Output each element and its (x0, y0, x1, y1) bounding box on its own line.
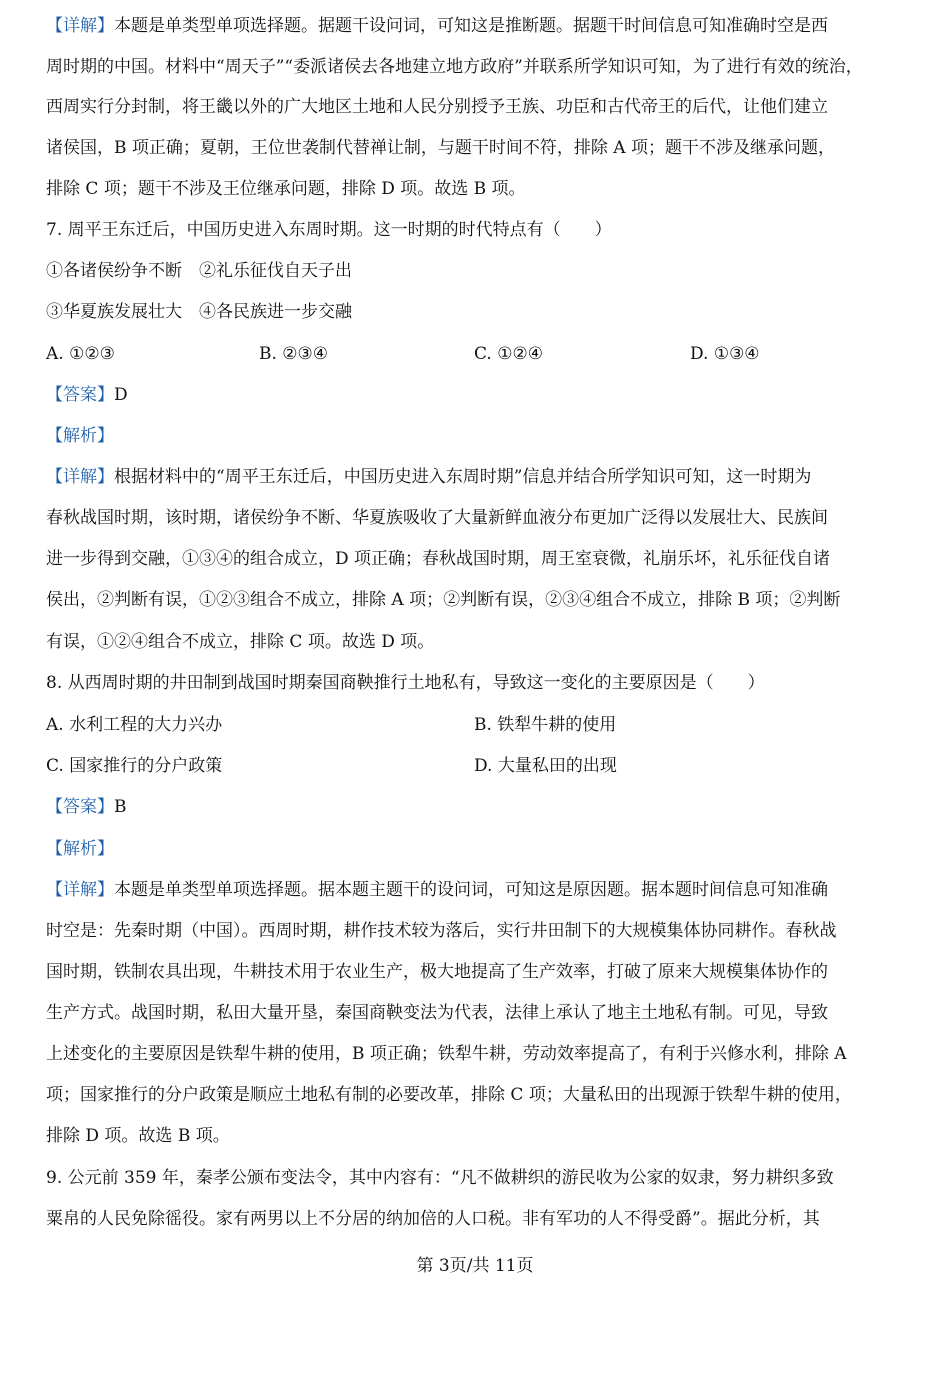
q8-detail-line-3: 国时期，铁制农具出现，牛耕技术用于农业生产，极大地提高了生产效率，打破了原来大规模集体协作的 (46, 962, 828, 982)
detail-tag: 【详解】 (46, 880, 114, 900)
q8-option-c: C. 国家推行的分户政策 (46, 756, 223, 776)
q8-detail-line-4: 生产方式。战国时期，私田大量开垦，秦国商鞅变法为代表，法律上承认了地主土地私有制。可见，导致 (46, 1003, 828, 1023)
q8-detail-line-2: 时空是：先秦时期（中国）。西周时期，耕作技术较为落后，实行井田制下的大规模集体协同耕作。春秋战 (46, 921, 837, 941)
q7-detail-line-4: 侯出，②判断有误，①②③组合不成立，排除 A 项；②判断有误，②③④组合不成立，排除 B 项；②判断 (46, 590, 841, 610)
answer-tag: 【答案】 (46, 385, 114, 405)
q6-detail-line-5: 排除 C 项；题干不涉及王位继承问题，排除 D 项。故选 B 项。 (46, 179, 526, 199)
q8-answer (46, 795, 906, 819)
q7-option-d: D. ①③④ (690, 344, 760, 364)
q6-detail-line-1: 【详解】本题是单类型单项选择题。据题干设问词，可知这是推断题。据题干时间信息可知准确时空是西 (46, 16, 828, 36)
q8-detail-line-5: 上述变化的主要原因是铁犁牛耕的使用，B 项正确；铁犁牛耕，劳动效率提高了，有利于兴修水利，排除 A (46, 1044, 847, 1064)
q6-detail-line-3: 西周实行分封制，将王畿以外的广大地区土地和人民分别授予王族、功臣和古代帝王的后代，让他们建立 (46, 97, 828, 117)
q8-analysis-tag: 【解析】 (46, 839, 114, 859)
q7-option-c: C. ①②④ (474, 344, 543, 364)
detail-tag: 【详解】 (46, 467, 114, 487)
q7-analysis-tag: 【解析】 (46, 426, 114, 446)
q8-option-b: B. 铁犁牛耕的使用 (474, 715, 617, 735)
detail-tag: 【详解】 (46, 16, 114, 36)
q7-detail-line-3: 进一步得到交融，①③④的组合成立，D 项正确；春秋战国时期，周王室衰微，礼崩乐坏，礼乐征伐自诸 (46, 549, 831, 569)
q7-detail-line-2: 春秋战国时期，该时期，诸侯纷争不断、华夏族吸收了大量新鲜血液分布更加广泛得以发展壮大、民族间 (46, 508, 828, 528)
answer-value: B (114, 797, 127, 817)
q9-stem-line-1: 9. 公元前 359 年，秦孝公颁布变法令，其中内容有：“凡不做耕织的游民收为公家的奴隶，努力耕织多致 (46, 1168, 834, 1188)
q8-option-d: D. 大量私田的出现 (474, 756, 617, 776)
q7-option-a: A. ①②③ (46, 344, 115, 364)
q8-detail-line-6: 项；国家推行的分户政策是顺应土地私有制的必要改革，排除 C 项；大量私田的出现源于铁犁牛耕的使用， (46, 1085, 852, 1105)
q8-option-a: A. 水利工程的大力兴办 (46, 715, 223, 735)
q6-detail-line-4: 诸侯国，B 项正确；夏朝，王位世袭制代替禅让制，与题干时间不符，排除 A 项；题干不涉及继承问题， (46, 138, 835, 158)
page-number-footer: 第 3页/共 11页 (416, 1256, 534, 1276)
q7-option-b: B. ②③④ (259, 344, 329, 364)
q7-detail-line-5: 有误，①②④组合不成立，排除 C 项。故选 D 项。 (46, 632, 435, 652)
q7-detail-line-1: 【详解】根据材料中的“周平王东迁后，中国历史进入东周时期”信息并结合所学知识可知，这一时期为 (46, 467, 812, 487)
q9-stem-line-2: 粟帛的人民免除徭役。家有两男以上不分居的纳加倍的人口税。非有军功的人不得受爵”。据此分析，其 (46, 1209, 820, 1229)
q7-answer (46, 383, 906, 407)
q7-items-line-1: ①各诸侯纷争不断 ②礼乐征伐自天子出 (46, 261, 352, 281)
q8-detail-line-1: 【详解】本题是单类型单项选择题。据本题主题干的设问词，可知这是原因题。据本题时间信息可知准确 (46, 880, 828, 900)
answer-value: D (114, 385, 128, 405)
q8-detail-line-7: 排除 D 项。故选 B 项。 (46, 1126, 230, 1146)
q7-items-line-2: ③华夏族发展壮大 ④各民族进一步交融 (46, 302, 352, 322)
answer-tag: 【答案】 (46, 797, 114, 817)
q7-stem: 7. 周平王东迁后，中国历史进入东周时期。这一时期的时代特点有（ ） (46, 220, 612, 240)
q6-detail-line-2: 周时期的中国。材料中“周天子”“委派诸侯去各地建立地方政府”并联系所学知识可知，为了进行有效的统治， (46, 57, 863, 77)
q8-stem: 8. 从西周时期的井田制到战国时期秦国商鞅推行土地私有，导致这一变化的主要原因是（ ） (46, 673, 765, 693)
